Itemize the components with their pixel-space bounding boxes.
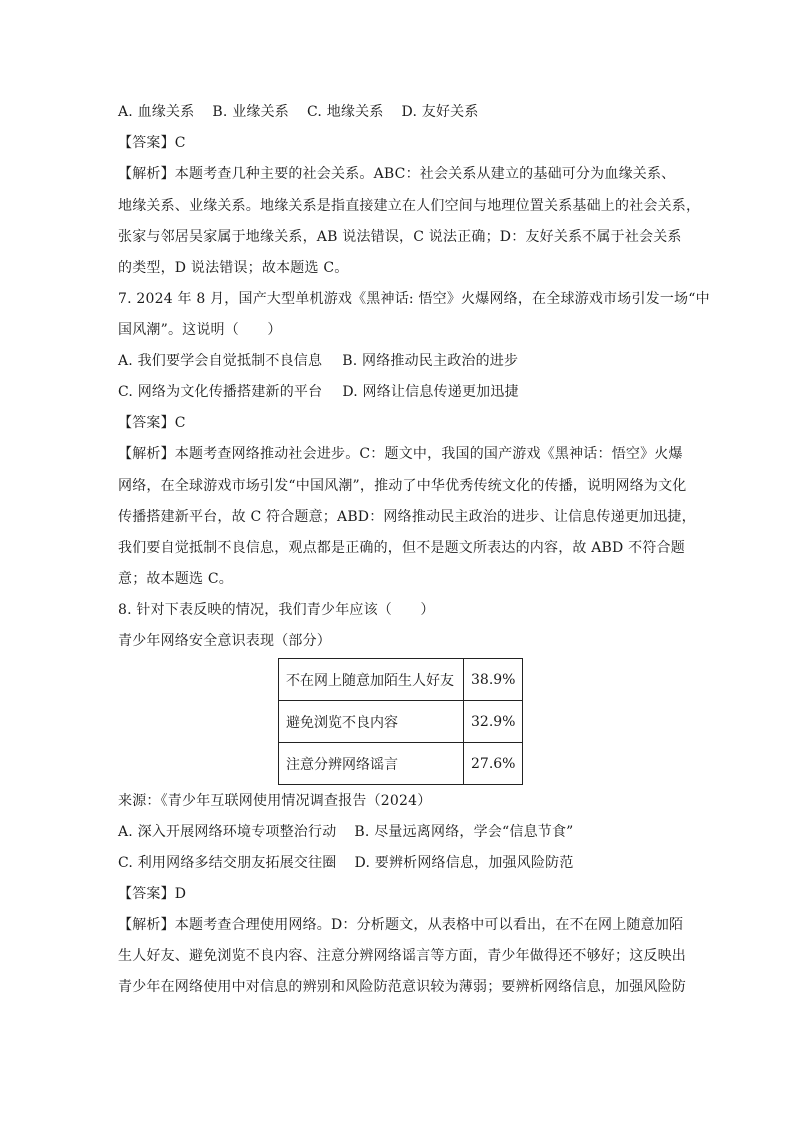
table-row xyxy=(279,743,523,785)
q8-stem: 8. 针对下表反映的情况，我们青少年应该（ ） xyxy=(118,602,435,618)
q8-table-title: 青少年网络安全意识表现（部分） xyxy=(118,633,331,649)
q8-options-row xyxy=(118,822,574,842)
q7-analysis-line: 我们要自觉抵制不良信息，观点都是正确的，但不是题文所表达的内容，故 ABD 不符合题 xyxy=(118,540,685,556)
q8-option-b: B. 尽量远离网络，学会“信息节食” xyxy=(354,824,574,840)
q7-analysis-line: 传播搭建新平台，故 C 符合题意；ABD：网络推动民主政治的进步、让信息传递更加迅捷， xyxy=(118,509,696,525)
q7-analysis-line: 网络，在全球游戏市场引发“中国风潮”，推动了中华优秀传统文化的传播，说明网络为文化 xyxy=(118,478,687,494)
table-cell-label: 不在网上随意加陌生人好友 xyxy=(279,659,464,701)
q6-analysis-line: 的类型，D 说法错误；故本题选 C。 xyxy=(118,260,349,276)
q6-analysis-line: 张家与邻居吴家属于地缘关系，AB 说法错误，C 说法正确；D：友好关系不属于社会关系 xyxy=(118,229,682,245)
q7-option-a: A. 我们要学会自觉抵制不良信息 xyxy=(118,353,323,369)
q8-analysis-line: 青少年在网络使用中对信息的辨别和风险防范意识较为薄弱；要辨析网络信息，加强风险防 xyxy=(118,979,686,995)
table-row xyxy=(279,701,523,743)
q7-stem-line: 国风潮”。这说明（ ） xyxy=(118,322,282,338)
q8-answer: 【答案】D xyxy=(118,886,187,902)
q6-analysis-line: 【解析】本题考查几种主要的社会关系。ABC：社会关系从建立的基础可分为血缘关系、 xyxy=(118,166,676,182)
q6-option-b: B. 业缘关系 xyxy=(212,104,290,120)
q7-option-b: B. 网络推动民主政治的进步 xyxy=(342,353,519,369)
q8-source: 来源：《青少年互联网使用情况调查报告（2024） xyxy=(118,793,432,809)
q6-analysis-line: 地缘关系、业缘关系。地缘关系是指直接建立在人们空间与地理位置关系基础上的社会关系， xyxy=(118,198,701,214)
q6-option-c: C. 地缘关系 xyxy=(307,104,384,120)
table-cell-label: 避免浏览不良内容 xyxy=(279,701,464,743)
q7-options-row xyxy=(118,351,518,371)
table-cell-value: 38.9% xyxy=(464,659,523,701)
table-row xyxy=(279,659,523,701)
q8-option-a: A. 深入开展网络环境专项整治行动 xyxy=(118,824,337,840)
q8-analysis-line: 【解析】本题考查合理使用网络。D：分析题文，从表格中可以看出，在不在网上随意加陌 xyxy=(118,917,684,933)
q6-answer: 【答案】C xyxy=(118,135,186,151)
q8-option-c: C. 利用网络多结交朋友拓展交往圈 xyxy=(118,855,337,871)
table-cell-value: 27.6% xyxy=(464,743,523,785)
q7-analysis-line: 【解析】本题考查网络推动社会进步。C：题文中，我国的国产游戏《黑神话：悟空》火爆 xyxy=(118,446,683,462)
q6-options xyxy=(118,102,479,122)
q7-options-row xyxy=(118,382,519,402)
q6-option-a: A. 血缘关系 xyxy=(118,104,195,120)
survey-table xyxy=(278,658,523,785)
q6-option-d: D. 友好关系 xyxy=(401,104,479,120)
q8-options-row xyxy=(118,853,574,873)
table-cell-label: 注意分辨网络谣言 xyxy=(279,743,464,785)
q7-option-d: D. 网络让信息传递更加迅捷 xyxy=(342,384,519,400)
q8-option-d: D. 要辨析网络信息，加强风险防范 xyxy=(354,855,574,871)
q7-analysis-line: 意；故本题选 C。 xyxy=(118,571,233,587)
q7-option-c: C. 网络为文化传播搭建新的平台 xyxy=(118,384,323,400)
table-cell-value: 32.9% xyxy=(464,701,523,743)
q7-stem-line: 7. 2024 年 8 月，国产大型单机游戏《黑神话: 悟空》火爆网络，在全球游戏市场引发一场“中 xyxy=(118,291,710,307)
q8-analysis-line: 生人好友、避免浏览不良内容、注意分辨网络谣言等方面，青少年做得还不够好；这反映出 xyxy=(118,948,686,964)
q7-answer: 【答案】C xyxy=(118,415,186,431)
